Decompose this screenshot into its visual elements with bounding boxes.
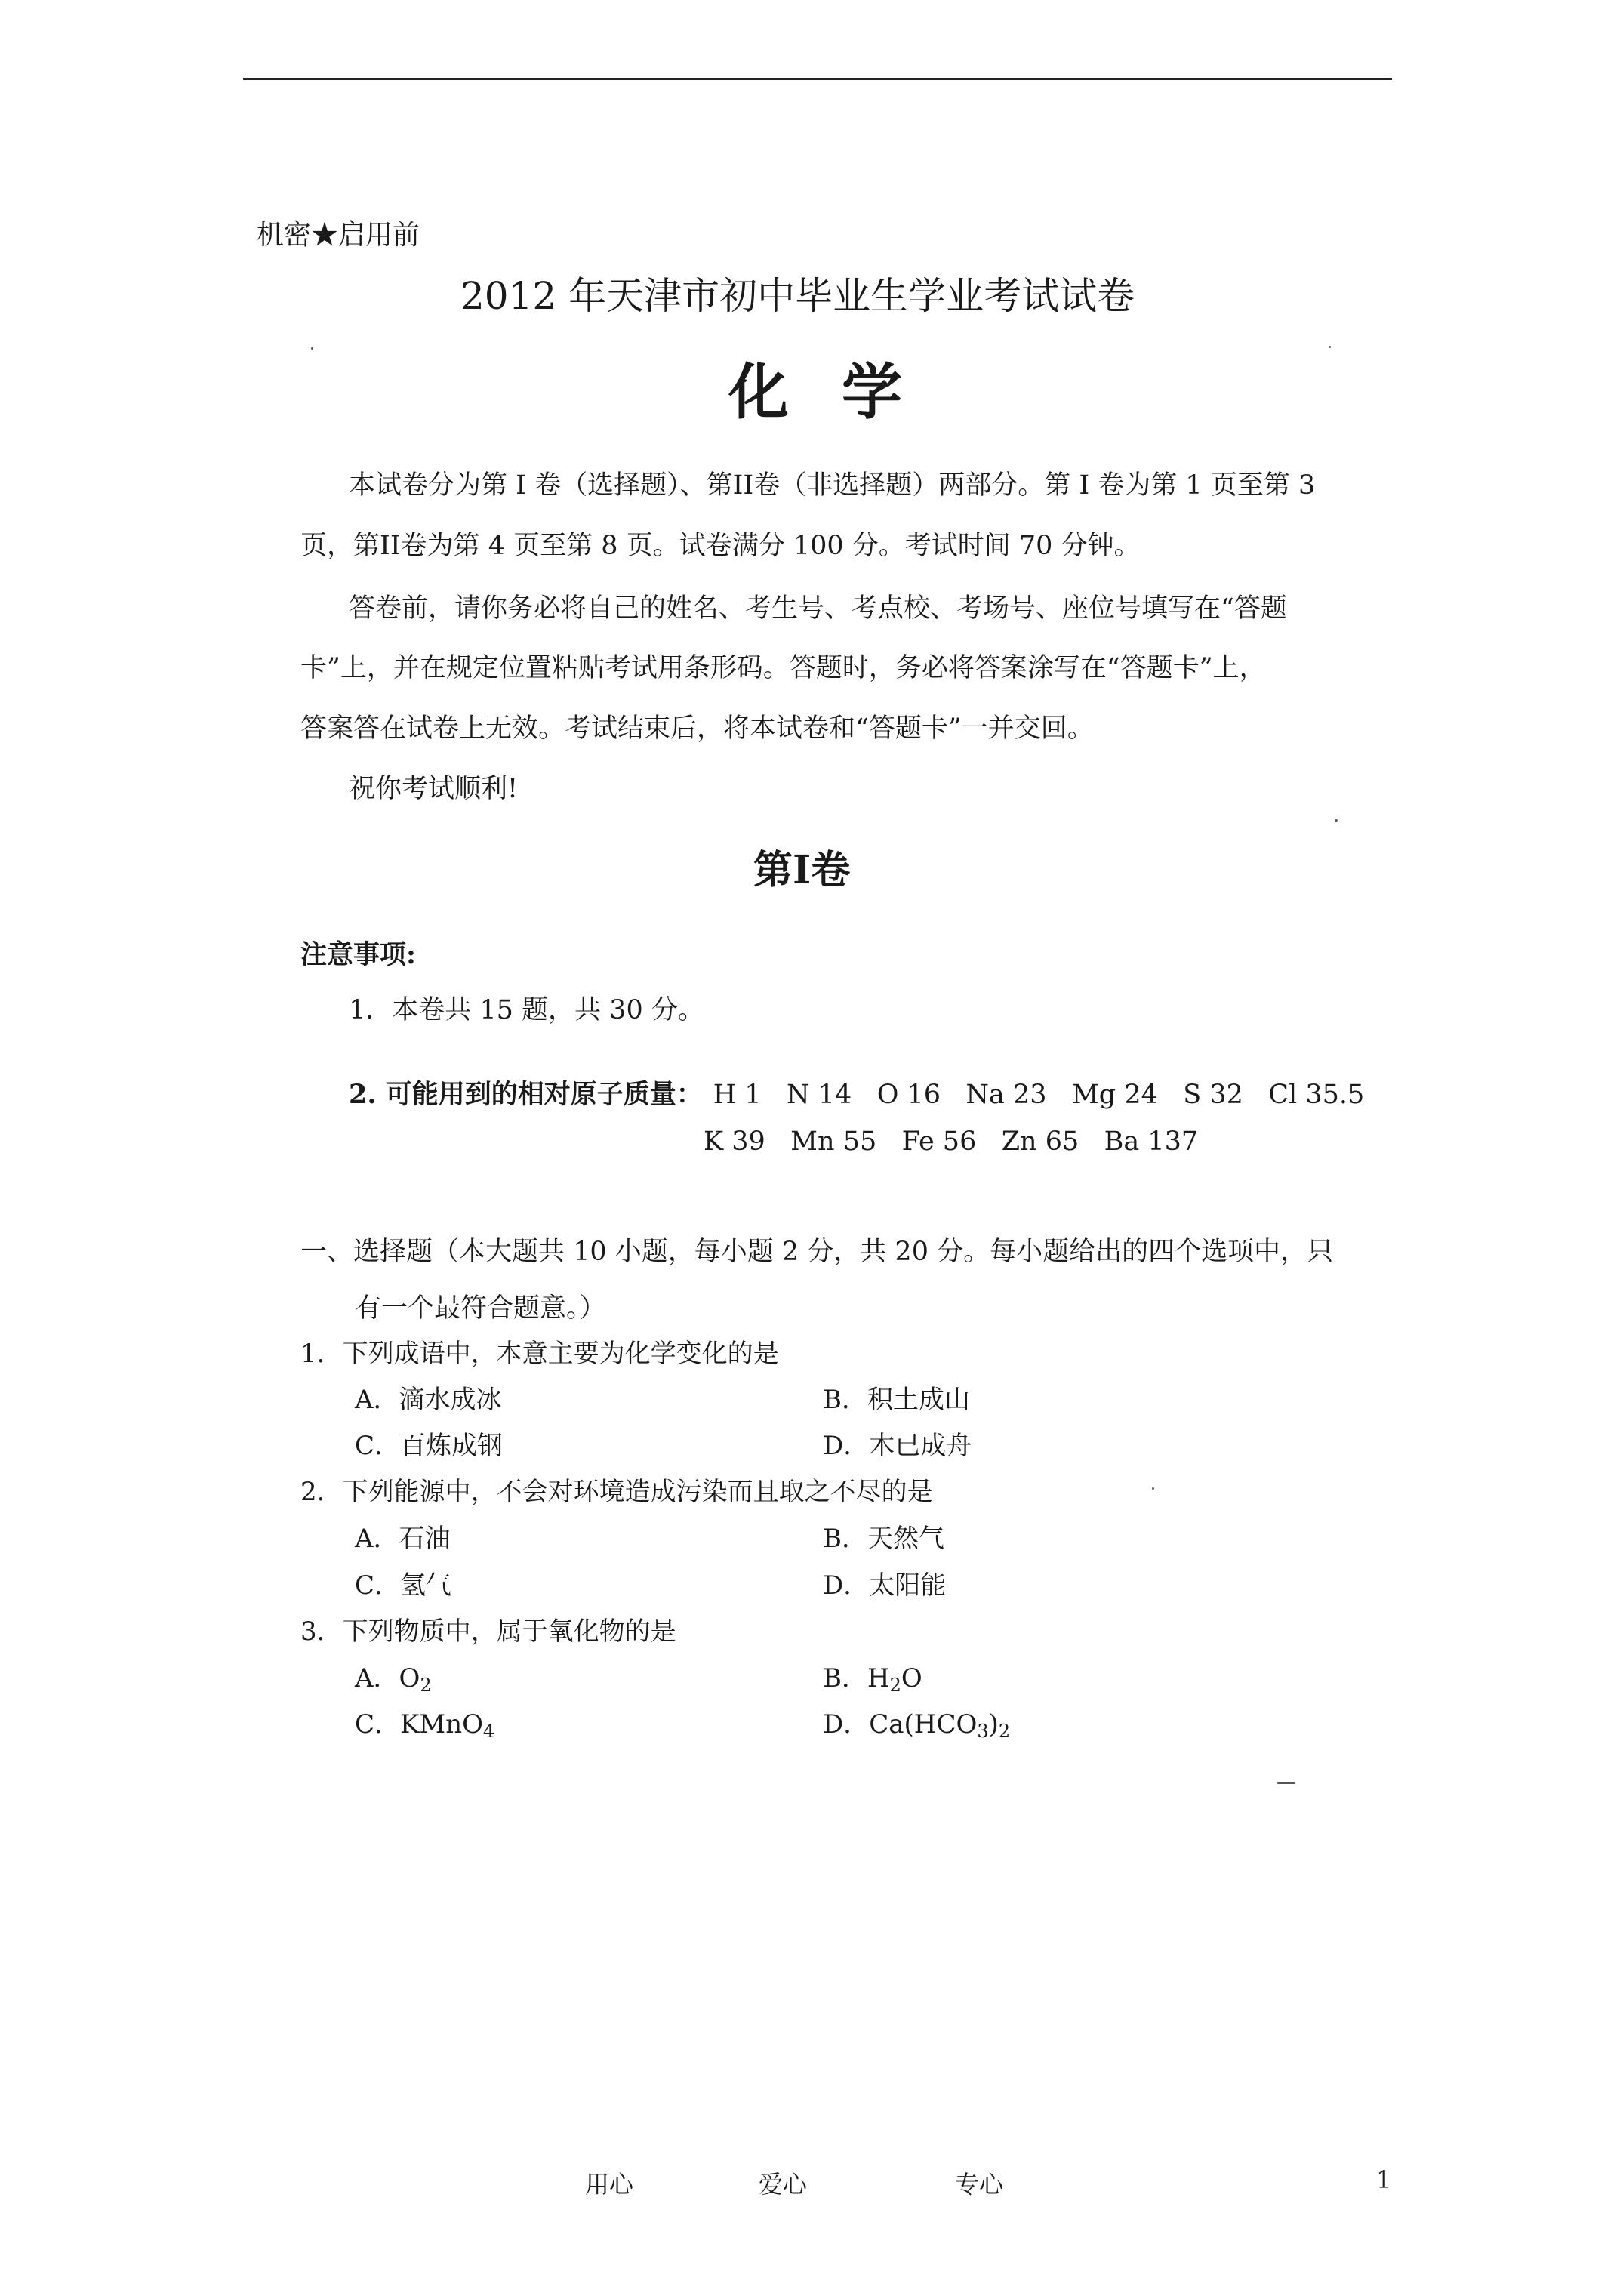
intro-line: 答卷前，请你务必将自己的姓名、考生号、考点校、考场号、座位号填写在“答题 xyxy=(349,593,1287,624)
footer-motto: 专心 xyxy=(955,2170,1004,2199)
scan-speck xyxy=(1152,1487,1154,1490)
option-a: A．滴水成冰 xyxy=(355,1385,502,1415)
scan-speck xyxy=(1335,819,1338,822)
atomic-masses-line: K 39 Mn 55 Fe 56 Zn 65 Ba 137 xyxy=(704,1126,1199,1157)
option-b: B．天然气 xyxy=(823,1524,944,1554)
confidential-label: 机密★启用前 xyxy=(257,220,420,251)
option-c: C．百炼成钢 xyxy=(355,1431,504,1461)
intro-line: 本试卷分为第 I 卷（选择题）、第II卷（非选择题）两部分。第 I 卷为第 1 页至第 3 xyxy=(349,470,1316,501)
option-c: C．氢气 xyxy=(355,1570,452,1601)
option-d: D．太阳能 xyxy=(823,1570,947,1601)
good-luck-line: 祝你考试顺利! xyxy=(349,774,519,804)
footer-motto: 爱心 xyxy=(759,2170,808,2199)
intro-line: 答案答在试卷上无效。考试结束后，将本试卷和“答题卡”一并交回。 xyxy=(300,713,1094,744)
atomic-masses-line: H 1 N 14 O 16 Na 23 Mg 24 S 32 Cl 35.5 xyxy=(713,1080,1365,1110)
note-item: 1．本卷共 15 题，共 30 分。 xyxy=(349,995,704,1025)
atomic-masses-label: 2. 可能用到的相对原子质量： xyxy=(349,1079,703,1110)
section-heading: 有一个最符合题意。） xyxy=(355,1293,606,1324)
scan-speck xyxy=(311,347,313,350)
exam-title: 2012 年天津市初中毕业生学业考试试卷 xyxy=(460,274,1135,318)
note-item-atomic-masses xyxy=(349,1074,1364,1111)
question-stem: 3．下列物质中，属于氧化物的是 xyxy=(300,1616,676,1647)
intro-line: 卡”上，并在规定位置粘贴考试用条形码。答题时，务必将答案涂写在“答题卡”上， xyxy=(300,653,1266,683)
notes-heading: 注意事项: xyxy=(300,939,416,970)
option-c: C．KMnO$_4$ xyxy=(355,1709,495,1742)
scan-speck xyxy=(1329,346,1331,348)
page-number: 1 xyxy=(1376,2165,1392,2194)
question-stem: 1．下列成语中，本意主要为化学变化的是 xyxy=(300,1339,779,1369)
intro-line: 页，第II卷为第 4 页至第 8 页。试卷满分 100 分。考试时间 70 分钟。 xyxy=(300,531,1141,561)
scan-speck xyxy=(1277,1782,1295,1784)
footer-motto: 用心 xyxy=(585,2170,634,2199)
option-d: D．$Ca(HCO_3)_2$ xyxy=(823,1709,1011,1742)
subject-title: 化学 xyxy=(728,356,955,427)
section-heading: 一、选择题（本大题共 10 小题，每小题 2 分，共 20 分。每小题给出的四个选项中，只 xyxy=(300,1237,1334,1267)
option-b: B．积土成山 xyxy=(823,1385,970,1415)
option-d: D．木已成舟 xyxy=(823,1431,972,1461)
question-stem: 2．下列能源中，不会对环境造成污染而且取之不尽的是 xyxy=(300,1477,933,1507)
part-heading: 第I卷 xyxy=(753,847,851,893)
header-rule xyxy=(243,78,1392,80)
option-b: B．$H_2O$ xyxy=(823,1663,922,1696)
option-a: A．石油 xyxy=(355,1524,451,1554)
option-a: A．$O_2$ xyxy=(355,1663,432,1696)
